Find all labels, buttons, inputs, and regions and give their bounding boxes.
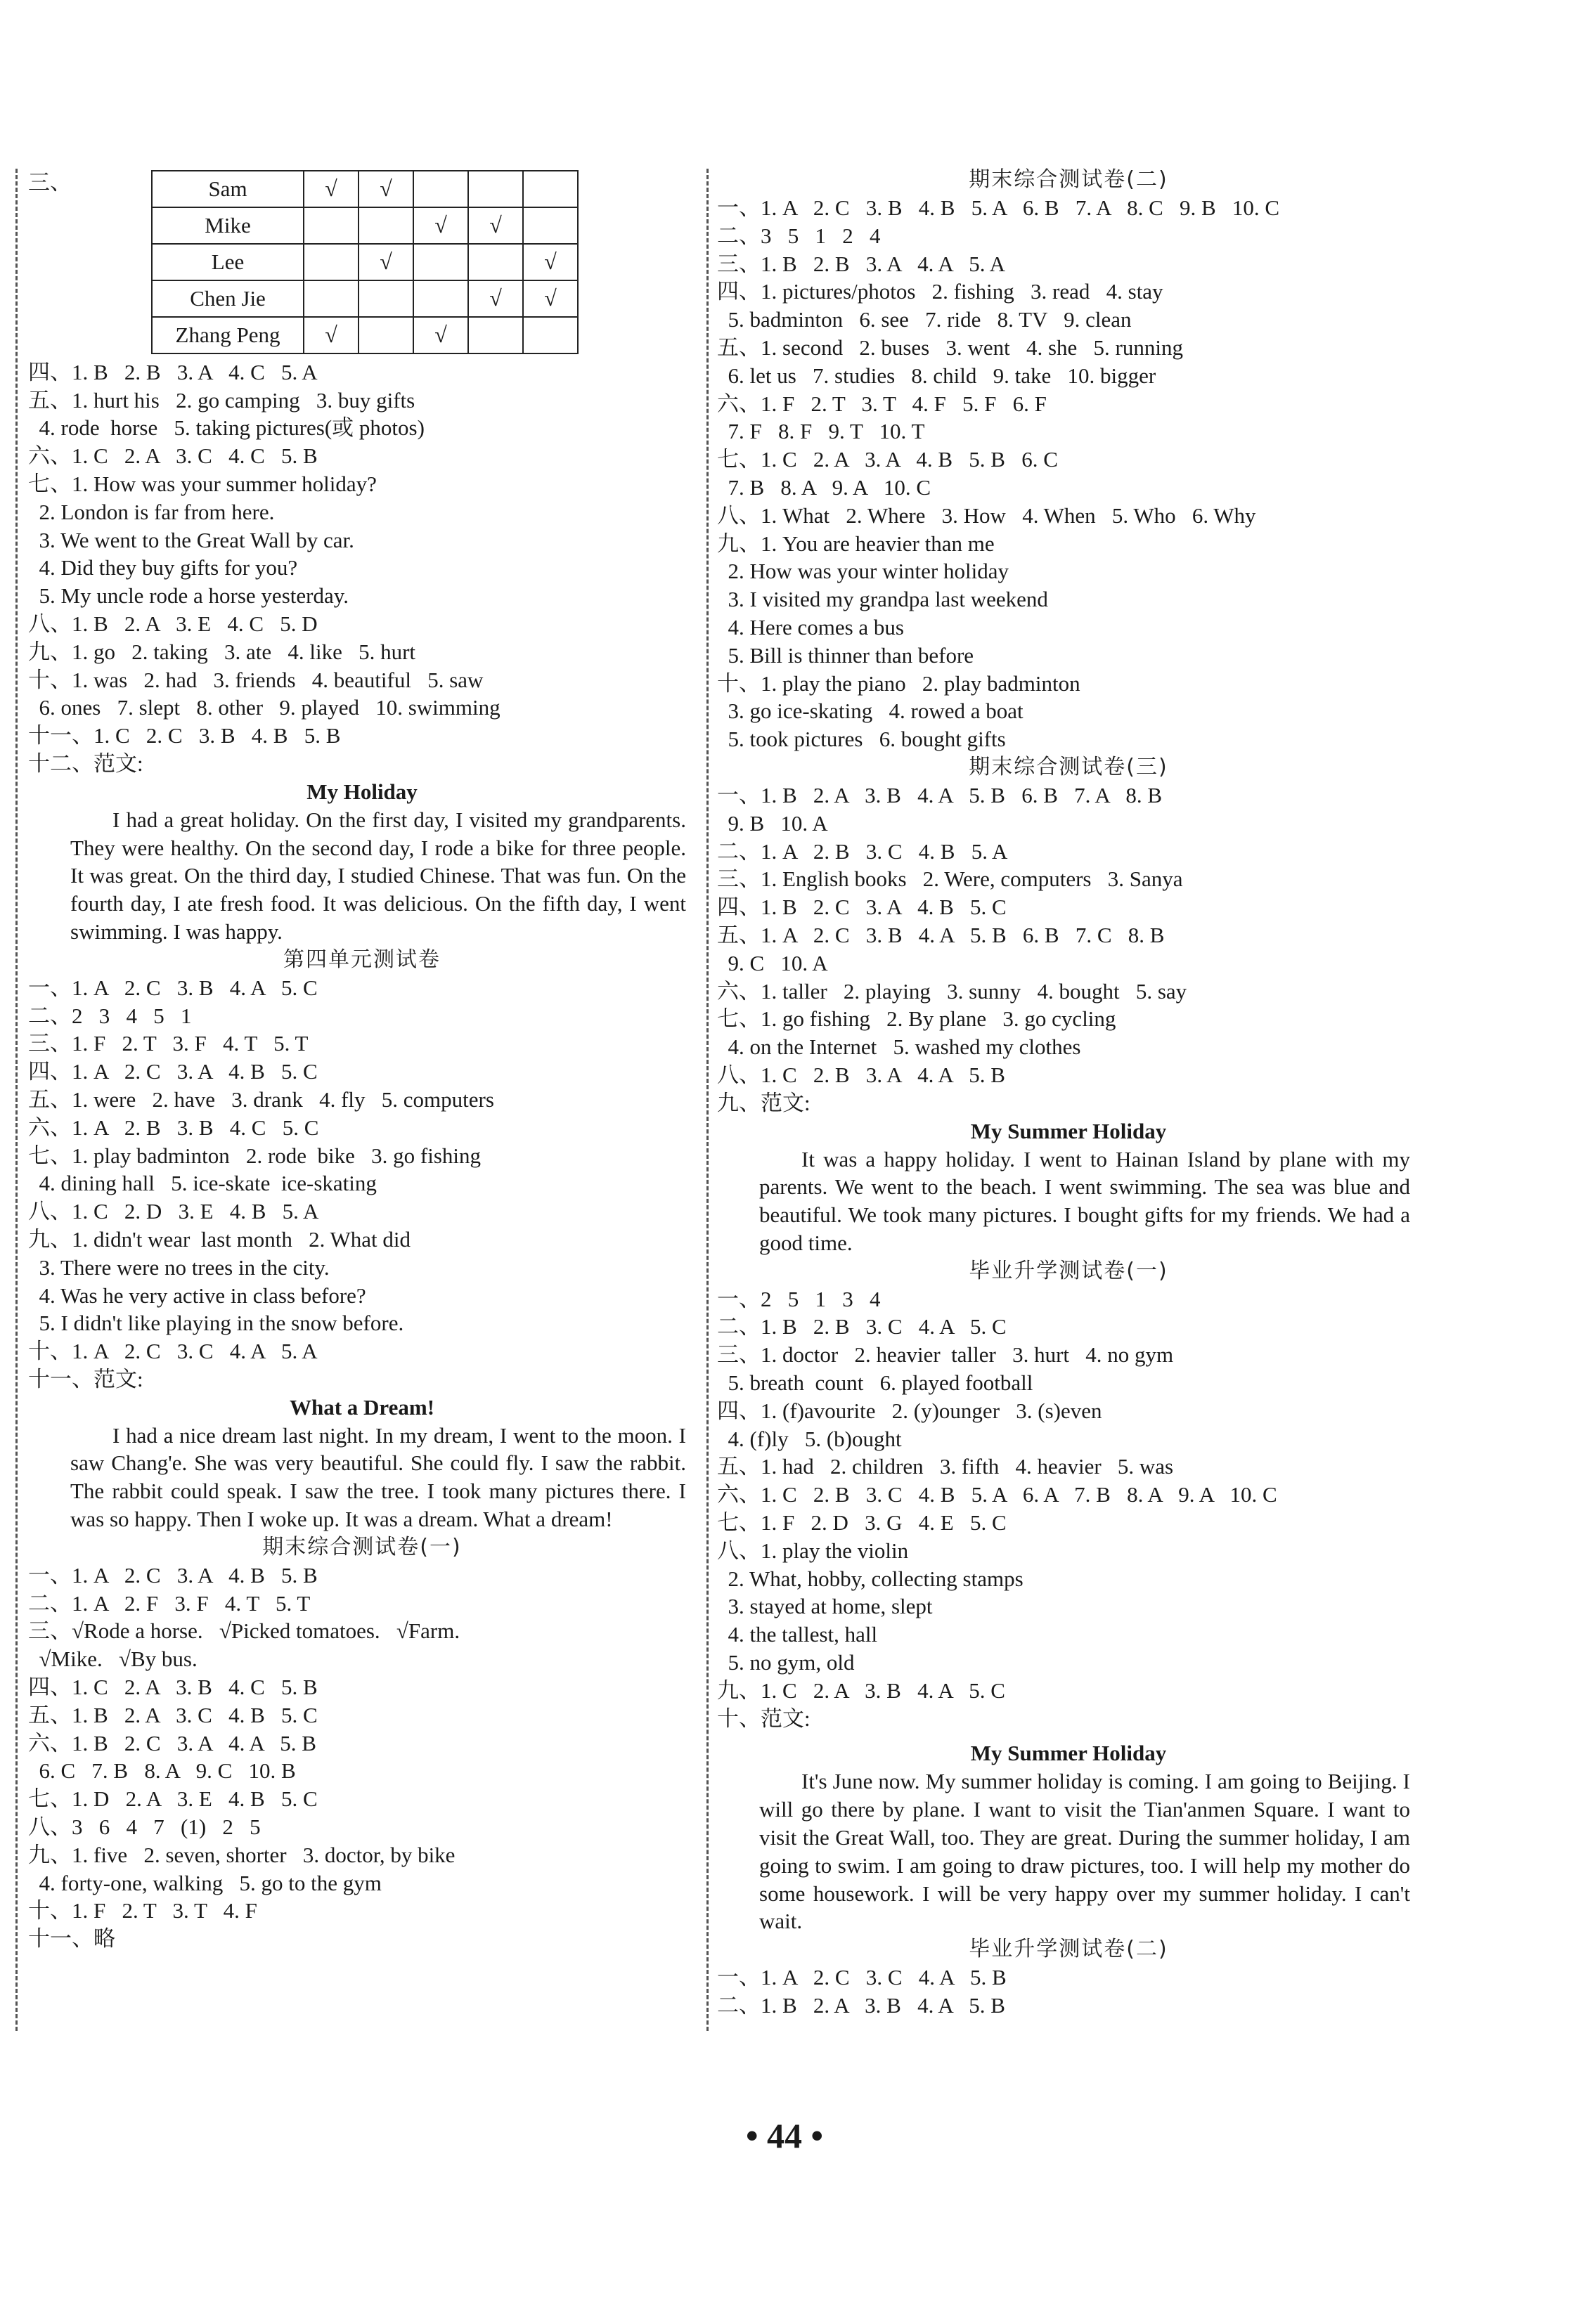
answer-line: 三、1. B 2. B 3. A 4. A 5. A — [717, 251, 1005, 276]
table-row — [152, 317, 578, 353]
answers-block-c — [717, 1285, 1420, 1733]
answer-line: 十一、1. C 2. C 3. B 4. B 5. B — [28, 723, 341, 748]
answer-line: 5. badminton 6. see 7. ride 8. TV 9. clean — [717, 307, 1132, 332]
check-cell: √ — [304, 317, 359, 353]
answer-line: 九、1. five 2. seven, shorter 3. doctor, by bike — [28, 1842, 456, 1867]
answer-line: 八、3 6 4 7 (1) 2 5 — [28, 1815, 261, 1840]
check-cell — [304, 280, 359, 317]
answer-line: 十一、范文: — [28, 1366, 143, 1391]
answer-line: 八、1. C 2. D 3. E 4. B 5. A — [28, 1199, 319, 1224]
answer-line: 一、1. A 2. C 3. A 4. B 5. B — [28, 1562, 318, 1588]
answer-line: 一、2 5 1 3 4 — [717, 1286, 881, 1311]
answer-line: √Mike. √By bus. — [28, 1647, 198, 1672]
answer-line: 九、范文: — [717, 1090, 811, 1115]
answer-line: 五、1. were 2. have 3. drank 4. fly 5. computers — [28, 1086, 494, 1112]
page-number: • 44 • — [745, 2116, 823, 2155]
check-cell — [359, 280, 413, 317]
section-label-san: 三、 — [28, 170, 72, 195]
answer-line: 八、1. B 2. A 3. E 4. C 5. D — [28, 611, 318, 636]
essay-summer-holiday-1: It was a happy holiday. I went to Hainan Island by plane with my parents. We went to the beach. I went swimming. The sea was blue and beautiful. We took many pictures. I bought gifts for my friends. We had a good time. — [759, 1146, 1410, 1255]
check-cell — [468, 317, 523, 353]
answer-line: 2. What, hobby, collecting stamps — [717, 1566, 1024, 1591]
check-cell — [523, 171, 578, 207]
section-title-graduation-test-1: 毕业升学测试卷(一) — [969, 1258, 1168, 1283]
essay-title-what-a-dream: What a Dream! — [289, 1394, 435, 1420]
answer-line: 十、1. A 2. C 3. C 4. A 5. A — [28, 1339, 318, 1364]
answer-line: 4. on the Internet 5. washed my clothes — [717, 1034, 1081, 1060]
answers-block-d — [717, 1963, 1420, 2020]
answer-line: 十二、范文: — [28, 751, 143, 776]
answer-line: 4. Here comes a bus — [717, 614, 904, 640]
answer-line: 九、1. You are heavier than me — [717, 531, 995, 556]
answer-line: 六、1. C 2. A 3. C 4. C 5. B — [28, 443, 318, 469]
student-name: Lee — [152, 244, 304, 280]
check-cell — [413, 244, 468, 280]
answer-line: 5. My uncle rode a horse yesterday. — [28, 583, 349, 609]
section-title-graduation-test-2: 毕业升学测试卷(二) — [969, 1937, 1168, 1962]
answer-line: 六、1. B 2. C 3. A 4. A 5. B — [28, 1730, 316, 1755]
answer-line: 5. breath count 6. played football — [717, 1370, 1033, 1396]
check-cell — [304, 207, 359, 244]
answer-line: 9. B 10. A — [717, 810, 828, 836]
essay-title-my-holiday: My Holiday — [306, 779, 418, 804]
answer-line: 二、1. B 2. A 3. B 4. A 5. B — [717, 1993, 1005, 2018]
student-name: Sam — [152, 171, 304, 207]
check-cell — [523, 317, 578, 353]
answer-line: 五、1. A 2. C 3. B 4. A 5. B 6. B 7. C 8. B — [717, 922, 1165, 947]
answer-line: 三、1. F 2. T 3. F 4. T 5. T — [28, 1031, 309, 1056]
answer-line: 9. C 10. A — [717, 950, 828, 975]
section-title-unit4: 第四单元测试卷 — [283, 947, 441, 972]
answer-line: 九、1. C 2. A 3. B 4. A 5. C — [717, 1677, 1005, 1703]
check-cell: √ — [304, 171, 359, 207]
answer-line: 五、1. had 2. children 3. fifth 4. heavier 5. was — [717, 1454, 1174, 1479]
essay-summer-holiday-2: It's June now. My summer holiday is coming. I am going to Beijing. I will go there by plane. I want to visit the Tian'anmen Square. I want to visit the Great Wall, too. They are great. During the summer holiday, I am going to swim. I am going to draw pictures, too. I will help my mother do some housework. I will be very happy over my summer holiday. I can't wait. — [759, 1769, 1410, 1934]
answer-line: 七、1. F 2. D 3. G 4. E 5. C — [717, 1510, 1007, 1536]
answer-line: 五、1. second 2. buses 3. went 4. she 5. running — [717, 335, 1183, 360]
student-name: Chen Jie — [152, 280, 304, 317]
answer-line: 四、1. B 2. B 3. A 4. C 5. A — [28, 359, 318, 384]
answer-line: 六、1. A 2. B 3. B 4. C 5. C — [28, 1115, 319, 1140]
answer-line: 3. I visited my grandpa last weekend — [717, 587, 1048, 612]
check-cell — [468, 171, 523, 207]
student-name: Mike — [152, 207, 304, 244]
table-row — [152, 171, 578, 207]
check-cell — [304, 244, 359, 280]
answer-line: 三、1. doctor 2. heavier taller 3. hurt 4. no gym — [717, 1342, 1174, 1368]
answer-line: 九、1. didn't wear last month 2. What did — [28, 1226, 411, 1252]
answer-line: 八、1. play the violin — [717, 1538, 909, 1563]
answer-line: 4. the tallest, hall — [717, 1622, 878, 1647]
check-cell: √ — [523, 244, 578, 280]
check-cell: √ — [468, 280, 523, 317]
student-name: Zhang Peng — [152, 317, 304, 353]
answer-line: 二、1. A 2. F 3. F 4. T 5. T — [28, 1590, 311, 1616]
answer-line: 四、1. B 2. C 3. A 4. B 5. C — [717, 895, 1007, 920]
answers-block-b — [28, 974, 696, 1394]
answer-line: 5. I didn't like playing in the snow before. — [28, 1311, 404, 1336]
answer-line: 一、1. A 2. C 3. C 4. A 5. B — [717, 1965, 1007, 1990]
answer-line: 十一、略 — [28, 1926, 115, 1952]
check-cell: √ — [413, 317, 468, 353]
check-cell: √ — [359, 244, 413, 280]
answer-line: 4. Was he very active in class before? — [28, 1283, 366, 1308]
answer-line: 一、1. B 2. A 3. B 4. A 5. B 6. B 7. A 8. B — [717, 782, 1163, 807]
answer-table — [151, 170, 579, 354]
answer-line: 二、3 5 1 2 4 — [717, 223, 881, 248]
answer-line: 5. no gym, old — [717, 1650, 855, 1675]
answer-line: 三、√Rode a horse. √Picked tomatoes. √Farm. — [28, 1618, 460, 1644]
answer-line: 七、1. How was your summer holiday? — [28, 471, 377, 496]
answers-block-a — [28, 358, 696, 778]
answer-line: 3. go ice-skating 4. rowed a boat — [717, 699, 1024, 724]
answers-block-a — [717, 194, 1420, 753]
answer-line: 3. We went to the Great Wall by car. — [28, 527, 354, 552]
answer-line: 四、1. C 2. A 3. B 4. C 5. B — [28, 1675, 318, 1700]
check-cell — [413, 171, 468, 207]
answer-line: 4. (f)ly 5. (b)ought — [717, 1426, 902, 1451]
check-cell — [359, 317, 413, 353]
answer-line: 七、1. go fishing 2. By plane 3. go cycling — [717, 1006, 1116, 1032]
answer-line: 二、1. B 2. B 3. C 4. A 5. C — [717, 1314, 1007, 1339]
answer-line: 5. took pictures 6. bought gifts — [717, 727, 1006, 752]
check-cell — [468, 244, 523, 280]
check-cell: √ — [413, 207, 468, 244]
answer-line: 五、1. hurt his 2. go camping 3. buy gifts — [28, 387, 415, 413]
section-title-final-test-1: 期末综合测试卷(一) — [262, 1534, 462, 1559]
check-cell — [413, 280, 468, 317]
answer-line: 十、范文: — [717, 1706, 811, 1731]
answer-line: 3. There were no trees in the city. — [28, 1254, 330, 1280]
answer-line: 十、1. play the piano 2. play badminton — [717, 670, 1080, 696]
answer-line: 七、1. play badminton 2. rode bike 3. go fishing — [28, 1143, 482, 1168]
answer-line: 4. forty-one, walking 5. go to the gym — [28, 1870, 382, 1895]
answer-line: 六、1. taller 2. playing 3. sunny 4. bought 5. say — [717, 978, 1187, 1004]
answer-line: 六、1. C 2. B 3. C 4. B 5. A 6. A 7. B 8. A 9. A 10. C — [717, 1482, 1277, 1507]
table-row — [152, 207, 578, 244]
answers-block-b — [717, 781, 1420, 1117]
answer-line: 7. F 8. F 9. T 10. T — [717, 419, 925, 444]
answer-line: 6. C 7. B 8. A 9. C 10. B — [28, 1758, 296, 1784]
answer-line: 2. How was your winter holiday — [717, 559, 1009, 584]
left-margin-rule — [15, 169, 18, 2031]
table-row — [152, 244, 578, 280]
section-title-final-test-3: 期末综合测试卷(三) — [969, 754, 1168, 779]
table-row — [152, 280, 578, 317]
answer-line: 六、1. F 2. T 3. T 4. F 5. F 6. F — [717, 391, 1047, 416]
essay-title-summer-holiday-1: My Summer Holiday — [970, 1118, 1167, 1143]
answer-line: 二、2 3 4 5 1 — [28, 1003, 192, 1028]
check-cell — [359, 207, 413, 244]
answer-line: 6. ones 7. slept 8. other 9. played 10. swimming — [28, 695, 501, 720]
section-title-final-test-2: 期末综合测试卷(二) — [969, 167, 1168, 192]
answer-line: 4. dining hall 5. ice-skate ice-skating — [28, 1171, 377, 1196]
essay-my-holiday: I had a great holiday. On the first day, I visited my grandparents. They were healthy. On the second day, I rode a bike for three people. It was great. On the third day, I studied Chinese. That was fun. On the fourth day, I ate fresh food. It was delicious. On the fifth day, I went swimming. I was happy. — [70, 807, 686, 944]
check-cell — [523, 207, 578, 244]
column-divider — [706, 169, 709, 2031]
right-column — [717, 169, 1420, 2020]
answer-line: 八、1. What 2. Where 3. How 4. When 5. Who 6. Why — [717, 502, 1256, 528]
answer-line: 6. let us 7. studies 8. child 9. take 10. bigger — [717, 363, 1156, 388]
answer-line: 3. stayed at home, slept — [717, 1594, 933, 1619]
answer-line: 4. rode horse 5. taking pictures(或 photos) — [28, 415, 425, 441]
check-cell: √ — [523, 280, 578, 317]
answer-line: 7. B 8. A 9. A 10. C — [717, 474, 931, 500]
answers-block-c — [28, 1562, 696, 1953]
answer-line: 五、1. B 2. A 3. C 4. B 5. C — [28, 1702, 318, 1727]
check-cell: √ — [468, 207, 523, 244]
answer-line: 七、1. D 2. A 3. E 4. B 5. C — [28, 1786, 318, 1812]
answer-line: 5. Bill is thinner than before — [717, 642, 974, 668]
answer-line: 八、1. C 2. B 3. A 4. A 5. B — [717, 1062, 1005, 1087]
answer-line: 三、1. English books 2. Were, computers 3. Sanya — [717, 866, 1183, 892]
answer-line: 十、1. was 2. had 3. friends 4. beautiful 5. saw — [28, 667, 484, 692]
answer-line: 2. London is far from here. — [28, 499, 275, 524]
answer-line: 四、1. pictures/photos 2. fishing 3. read 4. stay — [717, 279, 1163, 304]
check-cell: √ — [359, 171, 413, 207]
answer-line: 4. Did they buy gifts for you? — [28, 555, 298, 580]
answer-line: 一、1. A 2. C 3. B 4. B 5. A 6. B 7. A 8. C 9. B 10. C — [717, 195, 1280, 220]
answer-line: 二、1. A 2. B 3. C 4. B 5. A — [717, 838, 1008, 864]
essay-what-a-dream: I had a nice dream last night. In my dream, I went to the moon. I saw Chang'e. She was very beautiful. She could fly. I saw the rabbit. The rabbit could speak. I saw the tree. I took many pictures there. I was so happy. Then I woke up. It was a dream. What a dream! — [70, 1422, 686, 1532]
answer-line: 四、1. A 2. C 3. A 4. B 5. C — [28, 1059, 318, 1084]
left-column — [28, 169, 696, 1953]
essay-title-summer-holiday-2: My Summer Holiday — [970, 1741, 1167, 1766]
answer-line: 一、1. A 2. C 3. B 4. A 5. C — [28, 975, 318, 1000]
answer-line: 四、1. (f)avourite 2. (y)ounger 3. (s)even — [717, 1398, 1102, 1423]
answer-line: 十、1. F 2. T 3. T 4. F — [28, 1898, 257, 1923]
answer-line: 九、1. go 2. taking 3. ate 4. like 5. hurt — [28, 639, 416, 664]
answer-line: 七、1. C 2. A 3. A 4. B 5. B 6. C — [717, 447, 1058, 472]
